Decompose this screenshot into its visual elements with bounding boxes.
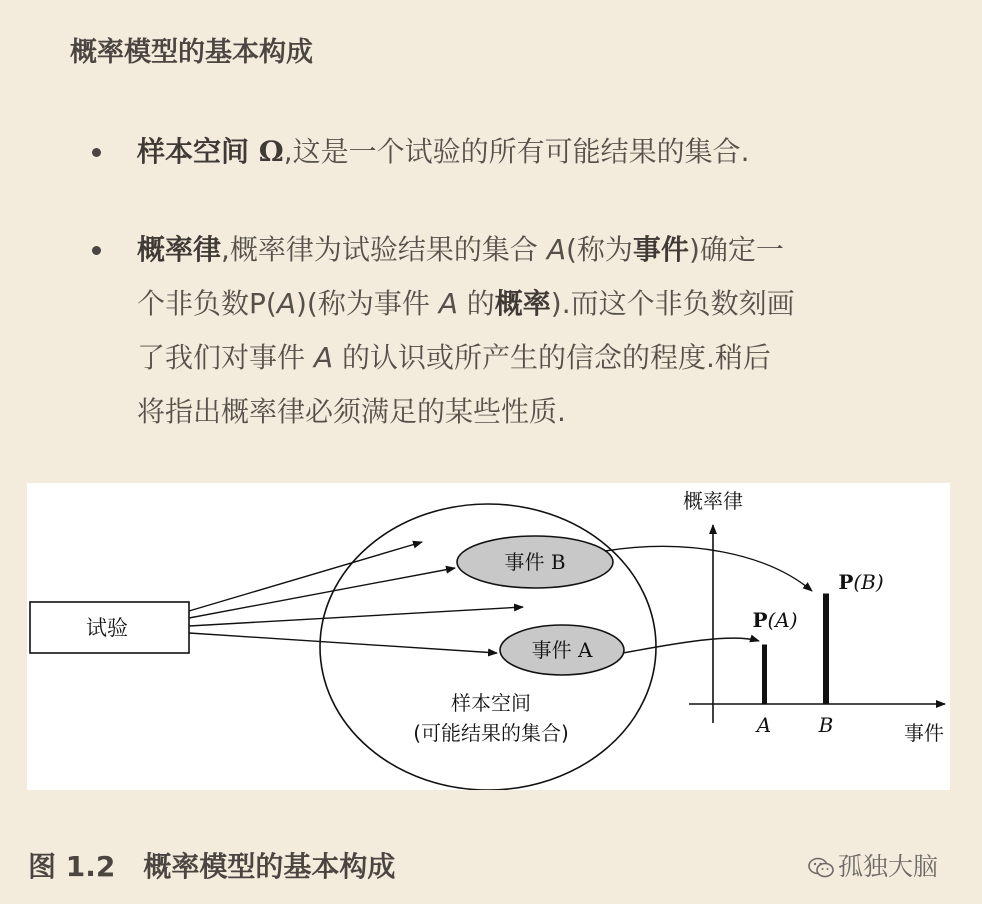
bullet-dot bbox=[92, 246, 101, 255]
event-a-label: 事件 A bbox=[531, 638, 593, 662]
section-heading: 概率模型的基本构成 bbox=[70, 37, 313, 68]
text-run: 了我们对事件 bbox=[137, 341, 314, 374]
wechat-icon bbox=[808, 857, 834, 879]
watermark-text: 孤独大脑 bbox=[838, 852, 939, 881]
arrow-to-event-b bbox=[189, 568, 455, 618]
text-run: ,概率律为试验结果的集合 bbox=[221, 233, 547, 266]
text-run: 个非负数P( bbox=[137, 287, 277, 320]
watermark bbox=[808, 847, 938, 883]
bullet-2-line-3 bbox=[137, 340, 771, 376]
sample-space-sublabel: (可能结果的集合) bbox=[413, 721, 569, 745]
probability-model-diagram bbox=[27, 483, 950, 790]
text-run: 概率律 bbox=[137, 233, 222, 266]
bullet-1-line-1 bbox=[137, 134, 750, 170]
text-run: 的认识或所产生的信念的程度.稍后 bbox=[333, 341, 771, 374]
text-run: 样本空间 bbox=[137, 135, 259, 168]
bar-b-label: P(B) bbox=[838, 570, 884, 594]
tick-a: A bbox=[756, 713, 772, 737]
bullet-2-line-2 bbox=[137, 286, 795, 322]
curve-event-b-to-bar-b bbox=[605, 546, 812, 591]
text-run: A bbox=[546, 233, 566, 266]
arrow-to-event-a bbox=[189, 633, 497, 653]
y-axis-label: 概率律 bbox=[683, 489, 743, 513]
text-run: A bbox=[313, 341, 334, 374]
experiment-label: 试验 bbox=[86, 616, 128, 640]
text-run: )(称为事件 bbox=[295, 287, 439, 320]
x-axis-label: 事件 bbox=[904, 721, 944, 745]
text-run: A bbox=[438, 287, 458, 320]
figure-caption: 图 1.2 概率模型的基本构成 bbox=[28, 850, 396, 883]
text-run: 事件 bbox=[632, 233, 689, 266]
arrow-to-outcome-1 bbox=[189, 542, 422, 611]
bar-a bbox=[762, 645, 767, 705]
bar-a-label: P(A) bbox=[752, 608, 798, 632]
text-run: )确定一 bbox=[688, 233, 784, 266]
text-run: ,这是一个试验的所有可能结果的集合. bbox=[283, 135, 750, 168]
text-run: (称为 bbox=[565, 233, 633, 266]
text-run: 概率 bbox=[494, 287, 551, 320]
event-b-label: 事件 B bbox=[504, 550, 566, 574]
text-run: 将指出概率律必须满足的某些性质. bbox=[137, 395, 566, 428]
tick-b: B bbox=[818, 713, 834, 737]
sample-space-label: 样本空间 bbox=[451, 691, 531, 715]
bullet-2-line-1 bbox=[137, 232, 784, 268]
text-run: 的 bbox=[457, 287, 495, 320]
curve-event-a-to-bar-a bbox=[623, 638, 759, 653]
bar-b bbox=[823, 594, 829, 705]
text-run: ).而这个非负数刻画 bbox=[550, 287, 795, 320]
diagram-svg bbox=[27, 483, 950, 790]
text-run: A bbox=[276, 287, 296, 320]
bullet-dot bbox=[92, 148, 101, 157]
text-run: Ω bbox=[258, 135, 284, 168]
bullet-2-line-4 bbox=[137, 394, 566, 430]
arrow-to-outcome-2 bbox=[189, 607, 523, 626]
